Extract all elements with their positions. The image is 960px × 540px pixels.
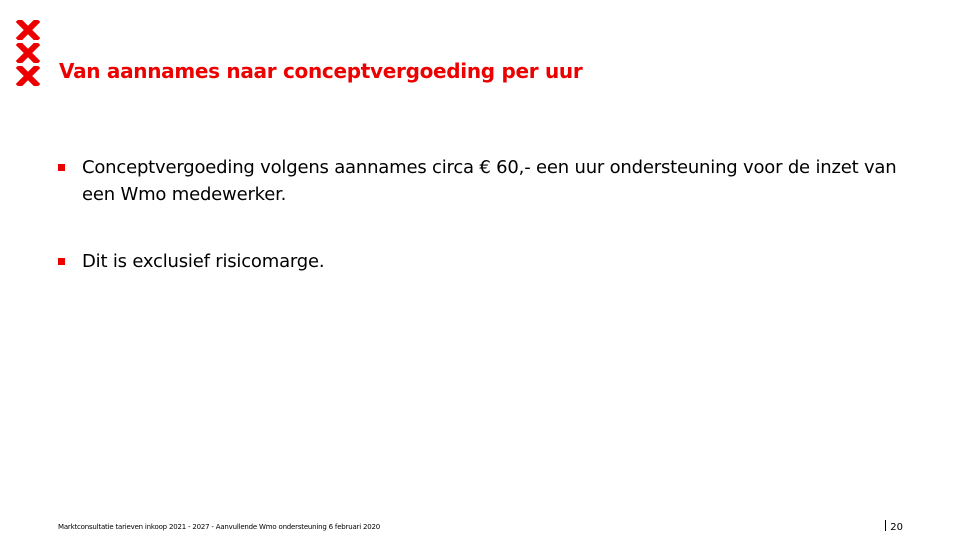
bullet-item bbox=[58, 154, 918, 208]
cross-icon bbox=[15, 20, 41, 40]
amsterdam-logo bbox=[15, 20, 41, 88]
slide-title: Van aannames naar conceptvergoeding per uur bbox=[59, 59, 583, 83]
footer-text: Marktconsultatie tarieven inkoop 2021 - 2027 - Aanvullende Wmo ondersteuning 6 februari 2020 bbox=[58, 523, 381, 531]
bullet-list bbox=[58, 154, 918, 275]
square-bullet-icon bbox=[58, 258, 65, 265]
square-bullet-icon bbox=[58, 164, 65, 171]
cross-icon bbox=[15, 43, 41, 63]
bullet-text: Dit is exclusief risicomarge. bbox=[82, 251, 325, 272]
divider bbox=[885, 520, 886, 531]
bullet-text: Conceptvergoeding volgens aannames circa € 60,- een uur ondersteuning voor de inzet van een Wmo medewerker. bbox=[82, 157, 897, 205]
cross-icon bbox=[15, 66, 41, 86]
page-number bbox=[885, 520, 903, 533]
page-number-value: 20 bbox=[890, 522, 903, 533]
bullet-item bbox=[58, 248, 918, 275]
